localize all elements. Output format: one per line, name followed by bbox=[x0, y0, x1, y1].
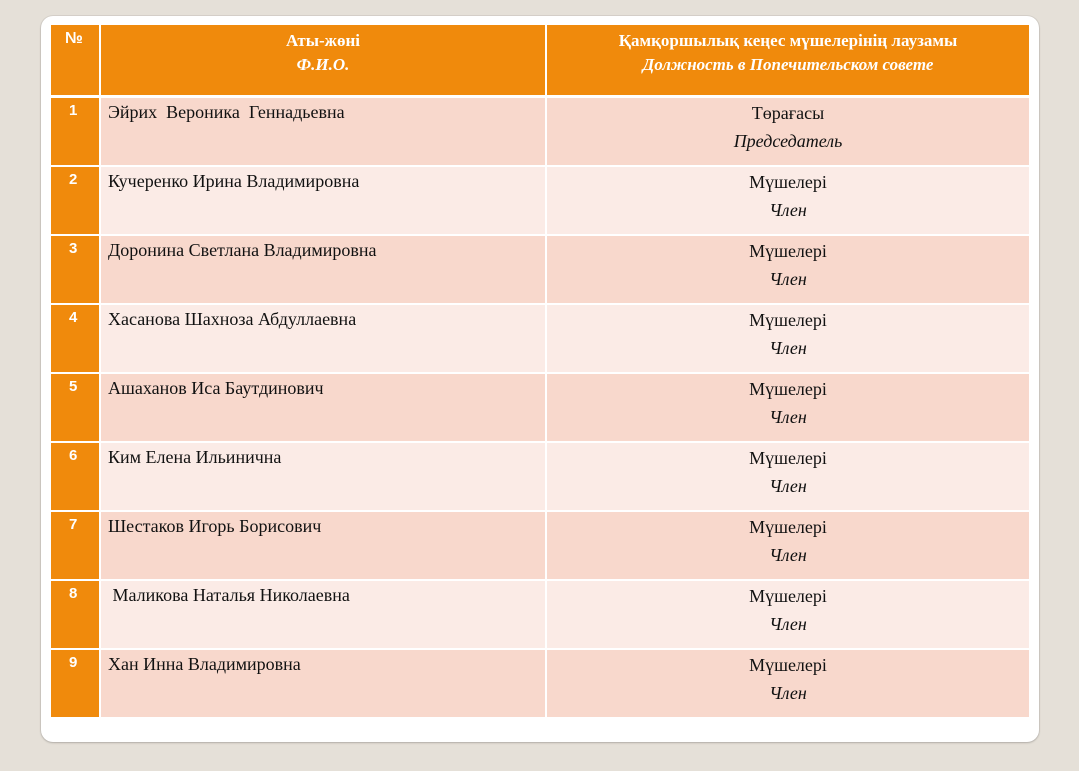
member-name: Хасанова Шахноза Абдуллаевна bbox=[100, 304, 546, 373]
table-row bbox=[51, 580, 1029, 649]
position-kz: Мүшелері bbox=[749, 586, 827, 606]
table-row bbox=[51, 97, 1029, 167]
member-position bbox=[546, 373, 1029, 442]
header-number: № bbox=[51, 25, 100, 97]
row-number: 6 bbox=[51, 442, 100, 511]
member-name: Кучеренко Ирина Владимировна bbox=[100, 166, 546, 235]
table-row bbox=[51, 649, 1029, 718]
header-position bbox=[546, 25, 1029, 97]
member-name: Шестаков Игорь Борисович bbox=[100, 511, 546, 580]
member-name: Ким Елена Ильинична bbox=[100, 442, 546, 511]
row-number: 9 bbox=[51, 649, 100, 718]
position-kz: Мүшелері bbox=[749, 379, 827, 399]
position-ru: Член bbox=[769, 269, 807, 289]
header-row bbox=[51, 25, 1029, 97]
table-row bbox=[51, 442, 1029, 511]
member-name: Ашаханов Иса Баутдинович bbox=[100, 373, 546, 442]
header-position-ru: Должность в Попечительском совете bbox=[642, 55, 934, 74]
row-number: 8 bbox=[51, 580, 100, 649]
table-row bbox=[51, 166, 1029, 235]
row-number: 3 bbox=[51, 235, 100, 304]
member-position bbox=[546, 235, 1029, 304]
member-position bbox=[546, 580, 1029, 649]
member-position bbox=[546, 511, 1029, 580]
member-name: Маликова Наталья Николаевна bbox=[100, 580, 546, 649]
position-ru: Член bbox=[769, 614, 807, 634]
member-position bbox=[546, 166, 1029, 235]
position-kz: Мүшелері bbox=[749, 517, 827, 537]
position-kz: Мүшелері bbox=[749, 655, 827, 675]
table-row bbox=[51, 373, 1029, 442]
member-position bbox=[546, 442, 1029, 511]
position-ru: Член bbox=[769, 476, 807, 496]
table-row bbox=[51, 511, 1029, 580]
position-kz: Төрағасы bbox=[751, 103, 825, 123]
table-row bbox=[51, 235, 1029, 304]
row-number: 2 bbox=[51, 166, 100, 235]
header-name-ru: Ф.И.О. bbox=[296, 55, 350, 74]
position-ru: Член bbox=[769, 683, 807, 703]
position-ru: Член bbox=[769, 545, 807, 565]
row-number: 7 bbox=[51, 511, 100, 580]
member-position bbox=[546, 97, 1029, 167]
row-number: 5 bbox=[51, 373, 100, 442]
member-name: Доронина Светлана Владимировна bbox=[100, 235, 546, 304]
position-kz: Мүшелері bbox=[749, 310, 827, 330]
position-kz: Мүшелері bbox=[749, 172, 827, 192]
position-kz: Мүшелері bbox=[749, 241, 827, 261]
member-name: Эйрих Вероника Геннадьевна bbox=[100, 97, 546, 167]
table-body bbox=[51, 97, 1029, 719]
row-number: 4 bbox=[51, 304, 100, 373]
header-position-kz: Қамқоршылық кеңес мүшелерінің лаузамы bbox=[618, 31, 958, 50]
position-ru: Член bbox=[769, 338, 807, 358]
member-position bbox=[546, 304, 1029, 373]
header-name-kz: Аты-жөні bbox=[285, 31, 361, 50]
member-position bbox=[546, 649, 1029, 718]
header-name bbox=[100, 25, 546, 97]
position-kz: Мүшелері bbox=[749, 448, 827, 468]
table-row bbox=[51, 304, 1029, 373]
table-header bbox=[51, 25, 1029, 97]
row-number: 1 bbox=[51, 97, 100, 167]
position-ru: Председатель bbox=[733, 131, 843, 151]
member-name: Хан Инна Владимировна bbox=[100, 649, 546, 718]
position-ru: Член bbox=[769, 200, 807, 220]
board-members-table bbox=[51, 25, 1029, 719]
position-ru: Член bbox=[769, 407, 807, 427]
